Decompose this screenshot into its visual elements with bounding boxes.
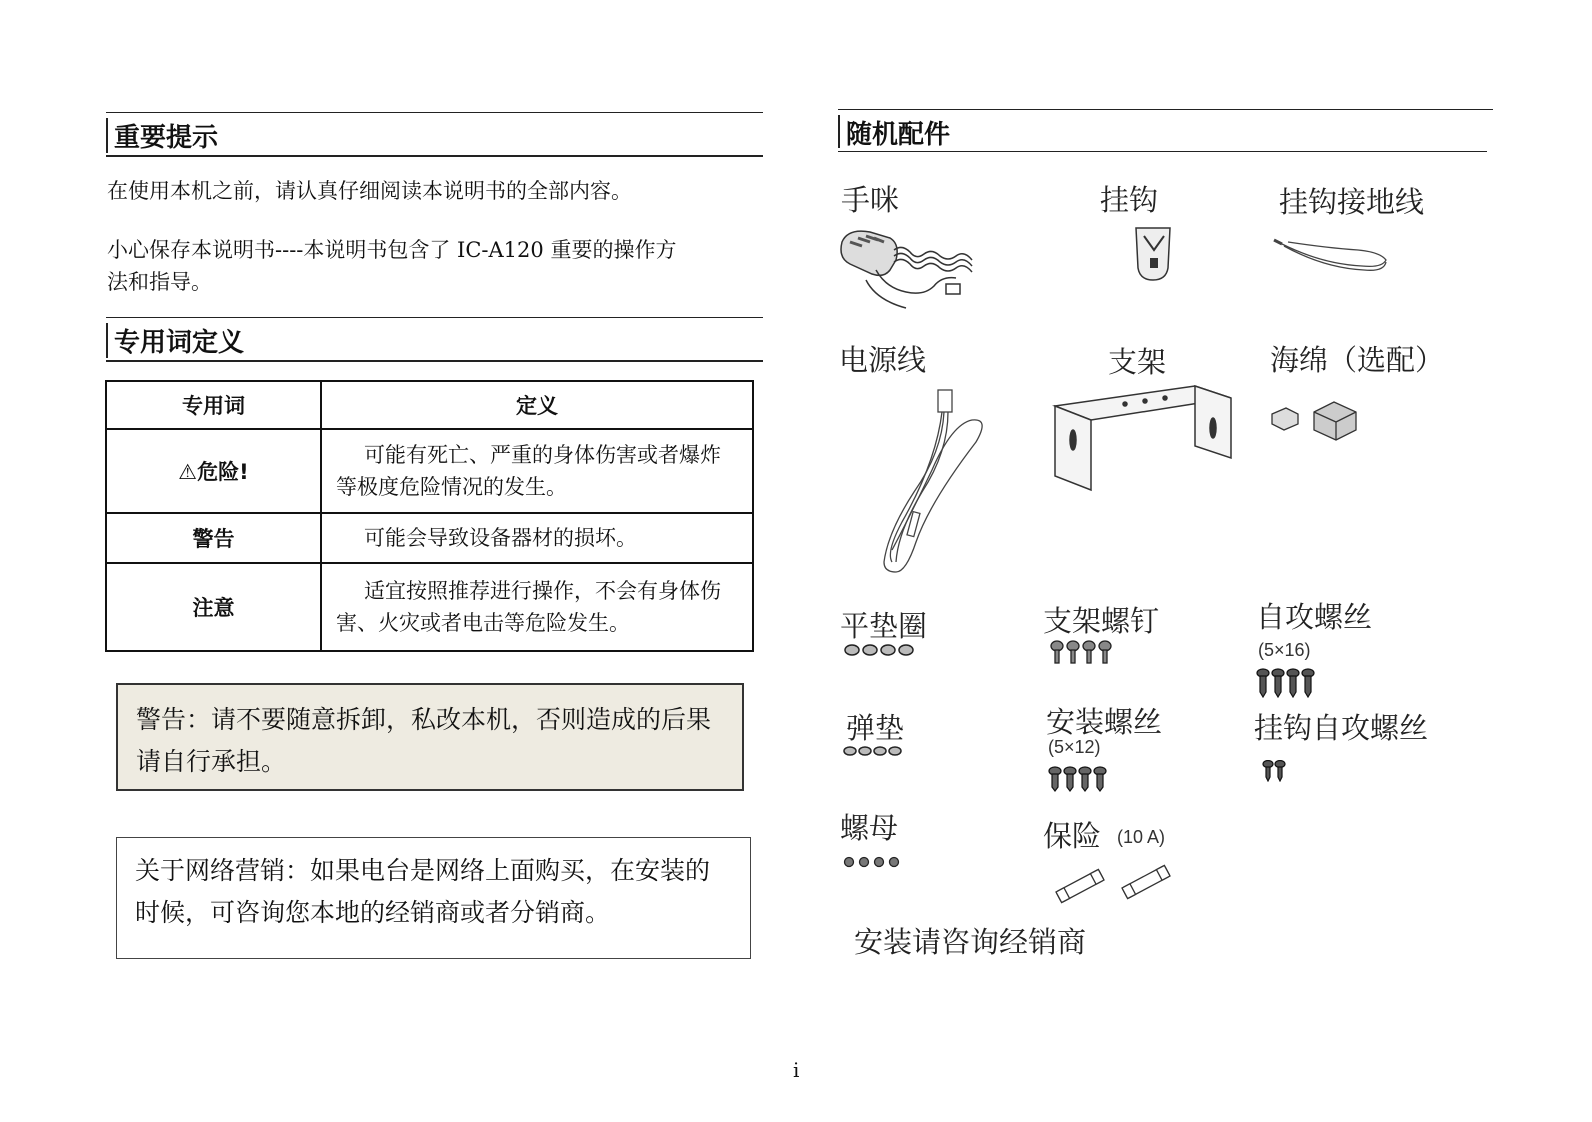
bracket-icon xyxy=(1045,384,1235,494)
label-hook-self-tapping-screw: 挂钩自攻螺丝 xyxy=(1254,711,1429,745)
definition-caution: 适宜按照推荐进行操作，不会有身体伤害、火灾或者电击等危险发生。 xyxy=(321,563,753,651)
table-header-row xyxy=(106,381,753,429)
definitions-header xyxy=(106,317,763,362)
fuse-rating: (10 A) xyxy=(1117,827,1166,847)
sponge-icon xyxy=(1268,398,1358,448)
label-bracket: 支架 xyxy=(1108,345,1167,379)
important-paragraph-2-line-1: 小心保存本说明书----本说明书包含了 IC-A120 重要的操作方 xyxy=(107,238,677,262)
label-hook: 挂钩 xyxy=(1100,183,1159,217)
table-row xyxy=(106,563,753,651)
ground-wire-icon xyxy=(1268,230,1388,280)
definition-warning: 可能会导致设备器材的损坏。 xyxy=(321,513,753,563)
network-sales-note: 关于网络营销：如果电台是网络上面购买，在安装的时候，可咨询您本地的经销商或者分销商。 xyxy=(116,837,751,959)
important-title: 重要提示 xyxy=(114,123,219,153)
page-number: i xyxy=(793,1058,800,1082)
installation-advice: 安装请咨询经销商 xyxy=(854,925,1087,959)
definitions-title: 专用词定义 xyxy=(114,328,245,358)
table-row xyxy=(106,429,753,513)
important-paragraph-1: 在使用本机之前，请认真仔细阅读本说明书的全部内容。 xyxy=(107,179,632,203)
hook-screw-icon xyxy=(1262,760,1286,782)
accessories-title: 随机配件 xyxy=(846,120,951,150)
important-paragraph-2-line-2: 法和指导。 xyxy=(107,270,212,294)
definition-danger: 可能有死亡、严重的身体伤害或者爆炸等极度危险情况的发生。 xyxy=(321,429,753,513)
fuse-icon xyxy=(1050,858,1178,908)
label-nut: 螺母 xyxy=(840,811,899,845)
label-sponge: 海绵（选配） xyxy=(1270,343,1445,377)
label-bracket-screw: 支架螺钉 xyxy=(1043,604,1160,638)
flat-washer-icon xyxy=(843,643,919,657)
column-header-definition: 定义 xyxy=(321,381,753,429)
definitions-table xyxy=(105,380,754,652)
label-flat-washer: 平垫圈 xyxy=(840,609,928,643)
nut-icon xyxy=(843,856,905,868)
term-danger: ⚠危险! xyxy=(106,429,321,513)
label-fuse: 保险 xyxy=(1043,819,1102,853)
important-header xyxy=(106,112,763,157)
label-power-cable: 电源线 xyxy=(839,343,927,377)
column-header-term: 专用词 xyxy=(106,381,321,429)
term-warning: 警告 xyxy=(106,513,321,563)
accessories-header xyxy=(838,109,1493,152)
label-spring-washer: 弹垫 xyxy=(846,711,905,745)
self-tapping-screw-icon xyxy=(1256,668,1318,698)
bracket-screw-icon xyxy=(1049,640,1115,666)
microphone-icon xyxy=(836,220,986,320)
label-microphone: 手咪 xyxy=(841,183,900,217)
installation-screw-size: (5×12) xyxy=(1048,737,1101,757)
spring-washer-icon xyxy=(843,745,905,757)
warning-box: 警告：请不要随意拆卸，私改本机，否则造成的后果请自行承担。 xyxy=(116,683,744,791)
table-row xyxy=(106,513,753,563)
installation-screw-icon xyxy=(1048,766,1110,792)
power-cable-icon xyxy=(846,386,996,576)
self-tapping-screw-size: (5×16) xyxy=(1258,640,1311,660)
term-caution: 注意 xyxy=(106,563,321,651)
label-self-tapping-screw: 自攻螺丝 xyxy=(1256,600,1373,634)
label-hook-ground-wire: 挂钩接地线 xyxy=(1279,185,1425,219)
label-installation-screw: 安装螺丝 xyxy=(1046,705,1163,739)
hook-icon xyxy=(1130,222,1178,284)
